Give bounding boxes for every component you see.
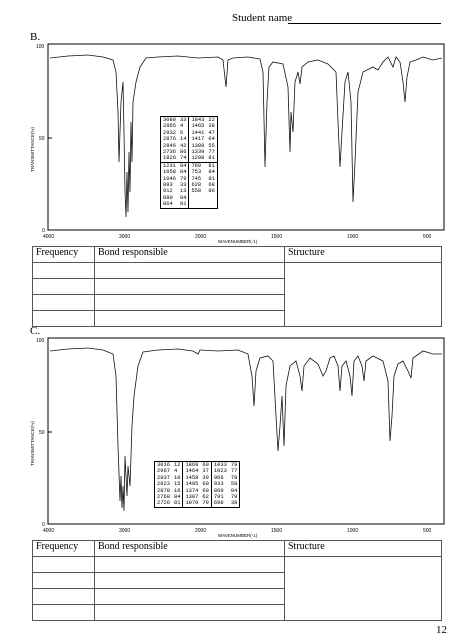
bond-cell[interactable]: [95, 263, 285, 279]
peak-transmittance: 81: [179, 201, 187, 208]
bond-cell[interactable]: [95, 573, 285, 589]
bond-cell[interactable]: [95, 557, 285, 573]
peak-wavenumber: 1465: [189, 123, 206, 129]
y-bottom-label: 0: [42, 228, 45, 234]
peak-wavenumber: 933: [211, 481, 228, 487]
peak-wavenumber: 1417: [189, 136, 206, 142]
peak-transmittance: 16: [173, 487, 181, 494]
peak-transmittance: 81: [208, 162, 215, 169]
peak-transmittance: 79: [202, 500, 209, 507]
peak-wavenumber: 745: [189, 176, 206, 182]
x-tick-500: 500: [423, 234, 432, 240]
structure-cell[interactable]: [285, 557, 442, 621]
frequency-cell[interactable]: [33, 311, 95, 327]
answer-table-c: [32, 540, 442, 621]
peak-transmittance: 84: [179, 169, 187, 176]
peak-transmittance: 74: [179, 155, 187, 162]
peak-transmittance: 22: [208, 117, 215, 123]
bond-cell[interactable]: [95, 279, 285, 295]
peak-transmittance: 84: [173, 494, 181, 501]
peak-transmittance: 84: [179, 194, 187, 201]
bond-cell[interactable]: [95, 589, 285, 605]
peak-row: [161, 201, 217, 207]
col-frequency: Frequency: [33, 247, 95, 263]
peak-wavenumber: 2967: [157, 468, 170, 475]
peak-transmittance: 33: [179, 182, 187, 189]
peak-wavenumber: 1023: [211, 468, 228, 474]
peak-transmittance: 6: [179, 129, 184, 136]
peak-transmittance: 64: [208, 136, 215, 143]
spectrum-trace-b: [50, 55, 442, 217]
peak-wavenumber: 558: [189, 188, 206, 194]
col-bond: Bond responsible: [95, 247, 285, 263]
peak-wavenumber: 1070: [183, 500, 200, 506]
peak-wavenumber: 864: [163, 201, 173, 208]
peak-row: [155, 500, 239, 506]
peak-wavenumber: 760: [189, 162, 206, 169]
peak-wavenumber: 1058: [163, 169, 176, 176]
peak-wavenumber: 1441: [189, 130, 206, 136]
peak-transmittance: 12: [173, 462, 181, 468]
peak-wavenumber: 2932: [163, 129, 176, 136]
peak-wavenumber: 3080: [163, 117, 176, 123]
frequency-cell[interactable]: [33, 589, 95, 605]
peak-row: [161, 162, 217, 169]
peak-wavenumber: 1046: [163, 175, 176, 182]
peak-transmittance: 55: [208, 142, 215, 149]
peak-wavenumber: 1826: [163, 155, 176, 162]
peak-transmittance: 14: [179, 136, 187, 143]
peak-wavenumber: 1843: [189, 117, 206, 123]
peak-table-b: [160, 116, 218, 209]
x-axis-title: WAVENUMBER(-1): [218, 239, 258, 244]
peak-wavenumber: 2878: [157, 487, 170, 494]
peak-transmittance: 84: [230, 487, 238, 494]
y-top-label: 100: [36, 338, 45, 344]
spectrum-trace-c: [50, 348, 442, 511]
col-frequency: Frequency: [33, 541, 95, 557]
peak-wavenumber: 2865: [163, 123, 176, 130]
peak-wavenumber: 2736: [163, 149, 176, 156]
peak-transmittance: 39: [202, 474, 209, 481]
y-axis-title: TRANSMITTANCE(%): [30, 421, 35, 466]
x-tick-3000: 3000: [119, 528, 131, 534]
peak-transmittance: 38: [230, 500, 238, 507]
peak-wavenumber: 1033: [211, 462, 228, 468]
peak-wavenumber: 966: [211, 475, 228, 481]
x-tick-1000: 1000: [347, 528, 359, 534]
x-tick-1500: 1500: [271, 528, 283, 534]
peak-wavenumber: 860: [211, 488, 228, 494]
peak-row: [161, 155, 217, 162]
ir-spectrum-b: [28, 42, 446, 244]
peak-transmittance: 77: [230, 468, 238, 475]
x-tick-4000: 4000: [43, 528, 55, 534]
peak-wavenumber: 2923: [157, 481, 170, 488]
peak-transmittance: 33: [179, 117, 187, 123]
peak-transmittance: 68: [208, 182, 215, 189]
student-name-label: Student name: [232, 12, 293, 24]
col-structure: Structure: [285, 247, 442, 263]
peak-transmittance: 58: [230, 481, 238, 488]
peak-wavenumber: 1388: [189, 143, 206, 149]
answer-table-b: [32, 246, 442, 327]
peak-wavenumber: 753: [189, 169, 206, 175]
frequency-cell[interactable]: [33, 605, 95, 621]
x-tick-500: 500: [423, 528, 432, 534]
x-tick-1000: 1000: [347, 234, 359, 240]
peak-transmittance: 81: [173, 500, 181, 507]
peak-wavenumber: 893: [163, 182, 173, 189]
peak-transmittance: 4: [173, 468, 178, 475]
frequency-cell[interactable]: [33, 557, 95, 573]
peak-transmittance: 86: [179, 149, 187, 156]
x-tick-4000: 4000: [43, 234, 55, 240]
peak-wavenumber: 1464: [183, 468, 200, 474]
peak-wavenumber: [189, 201, 206, 207]
peak-transmittance: 47: [208, 129, 215, 136]
peak-transmittance: 60: [202, 487, 209, 494]
peak-transmittance: 79: [230, 494, 238, 501]
peak-wavenumber: 698: [211, 500, 228, 506]
col-structure: Structure: [285, 541, 442, 557]
x-axis-title: WAVENUMBER(-1): [218, 533, 258, 538]
peak-wavenumber: 1868: [183, 462, 200, 468]
peak-transmittance: 60: [202, 462, 209, 468]
y-mid-label: 50: [39, 430, 45, 436]
peak-wavenumber: 1339: [189, 149, 206, 155]
frequency-cell[interactable]: [33, 295, 95, 311]
frequency-cell[interactable]: [33, 573, 95, 589]
page-number: 12: [436, 624, 447, 636]
frequency-cell[interactable]: [33, 279, 95, 295]
bond-cell[interactable]: [95, 605, 285, 621]
peak-wavenumber: 1405: [183, 481, 200, 487]
col-bond: Bond responsible: [95, 541, 285, 557]
peak-wavenumber: 2876: [163, 136, 176, 143]
section-label-c: C.: [30, 325, 41, 337]
peak-transmittance: 81: [208, 155, 215, 162]
peak-wavenumber: 2937: [157, 474, 170, 481]
peak-transmittance: 77: [208, 149, 215, 156]
peak-transmittance: 13: [179, 188, 187, 195]
peak-wavenumber: 912: [163, 188, 173, 195]
y-axis-title: TRANSMITTANCE(%): [30, 127, 35, 172]
peak-transmittance: 79: [230, 474, 238, 481]
y-top-label: 100: [36, 44, 45, 50]
x-tick-3000: 3000: [119, 234, 131, 240]
peak-wavenumber: 1288: [189, 155, 206, 162]
section-label-b: B.: [30, 31, 41, 43]
peak-wavenumber: 3016: [157, 462, 170, 468]
peak-transmittance: 86: [208, 188, 215, 195]
peak-wavenumber: 2846: [163, 142, 176, 149]
y-mid-label: 50: [39, 136, 45, 142]
x-tick-2000: 2000: [195, 528, 207, 534]
peak-wavenumber: 791: [211, 494, 228, 500]
bond-cell[interactable]: [95, 311, 285, 327]
spectrum-frame: [48, 44, 444, 230]
x-tick-2000: 2000: [195, 234, 207, 240]
peak-transmittance: 38: [208, 123, 215, 130]
peak-wavenumber: 1231: [163, 162, 176, 169]
peak-wavenumber: 2768: [157, 494, 170, 501]
peak-transmittance: 4: [179, 123, 184, 130]
peak-wavenumber: 2726: [157, 500, 170, 507]
peak-transmittance: [206, 201, 216, 207]
student-name-field[interactable]: [288, 23, 441, 24]
peak-table-c: [154, 461, 240, 508]
peak-transmittance: 37: [202, 468, 209, 475]
peak-wavenumber: 880: [163, 194, 173, 201]
peak-wavenumber: 1458: [183, 475, 200, 481]
peak-transmittance: 84: [178, 162, 189, 169]
peak-transmittance: 10: [173, 474, 181, 481]
peak-row: [155, 468, 239, 474]
structure-cell[interactable]: [285, 263, 442, 327]
y-bottom-label: 0: [42, 522, 45, 528]
bond-cell[interactable]: [95, 295, 285, 311]
peak-wavenumber: 1374: [183, 488, 200, 494]
peak-transmittance: 79: [179, 175, 187, 182]
peak-wavenumber: 1307: [183, 494, 200, 500]
peak-transmittance: 84: [208, 169, 215, 176]
peak-transmittance: 62: [202, 494, 209, 501]
peak-transmittance: 15: [173, 481, 181, 488]
peak-transmittance: 81: [208, 175, 215, 182]
x-tick-1500: 1500: [271, 234, 283, 240]
peak-transmittance: 79: [230, 462, 238, 468]
peak-wavenumber: 628: [189, 182, 206, 188]
peak-transmittance: 60: [202, 481, 209, 488]
frequency-cell[interactable]: [33, 263, 95, 279]
peak-transmittance: 42: [179, 142, 187, 149]
